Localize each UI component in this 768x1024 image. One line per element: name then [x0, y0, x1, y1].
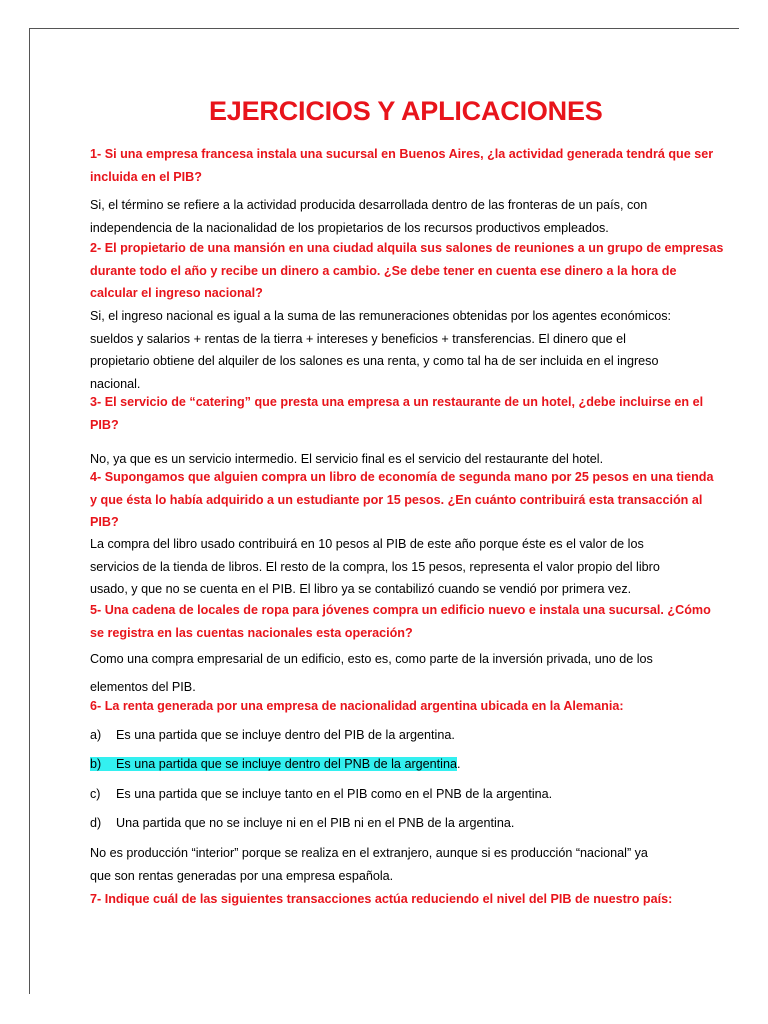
answer-2-line: nacional.: [90, 376, 141, 391]
question-4-line: 4- Supongamos que alguien compra un libro de economía de segunda mano por 25 pesos en una tienda: [90, 470, 714, 484]
page-border-left: [29, 28, 30, 994]
question-5-line: se registra en las cuentas nacionales esta operación?: [90, 625, 413, 640]
answer-6-line: No es producción “interior” porque se realiza en el extranjero, aunque si es producción “nacional” ya: [90, 846, 648, 860]
question-3-line: 3- El servicio de “catering” que presta una empresa a un restaurante de un hotel, ¿debe incluirse en el: [90, 395, 704, 409]
question-7: 7- Indique cuál de las siguientes transacciones actúa reduciendo el nivel del PIB de nuestro país:: [90, 892, 673, 906]
answer-1-line: Si, el término se refiere a la actividad producida desarrollada dentro de las fronteras de un país, con: [90, 198, 648, 212]
option-b: [90, 753, 460, 776]
page-title: EJERCICIOS Y APLICACIONES: [209, 96, 603, 126]
question-4: [90, 466, 714, 534]
highlighted-option: [90, 757, 457, 771]
question-2-line: 2- El propietario de una mansión en una ciudad alquila sus salones de reuniones a un grupo de empresas: [90, 241, 724, 255]
question-4-line: PIB?: [90, 515, 119, 529]
answer-5: [90, 648, 653, 671]
option-a: [90, 724, 455, 747]
answer-1: [90, 194, 647, 239]
question-2: [90, 237, 723, 305]
answer-1-line: independencia de la nacionalidad de los propietarios de los recursos productivos empleados.: [90, 220, 609, 235]
answer-4: [90, 533, 660, 601]
option-letter: d): [90, 816, 102, 830]
option-letter: a): [90, 728, 102, 742]
question-5-line: 5- Una cadena de locales de ropa para jóvenes compra un edificio nuevo e instala una sucursal. ¿Cómo: [90, 603, 711, 617]
question-1-line: incluida en el PIB?: [90, 169, 202, 184]
answer-2-line: Si, el ingreso nacional es igual a la suma de las remuneraciones obtenidas por los agentes económicos:: [90, 309, 672, 323]
option-letter: c): [90, 787, 101, 801]
question-2-line: durante todo el año y recibe un dinero a cambio. ¿Se debe tener en cuenta ese dinero a la hora de: [90, 263, 677, 278]
question-3-line: PIB?: [90, 417, 119, 432]
option-text: Es una partida que se incluye dentro del PIB de la argentina.: [116, 728, 455, 742]
option-text: Una partida que no se incluye ni en el PIB ni en el PNB de la argentina.: [116, 816, 515, 830]
option-d: [90, 812, 514, 835]
option-suffix: .: [456, 757, 461, 771]
answer-6-line: que son rentas generadas por una empresa española.: [90, 868, 394, 883]
option-c: [90, 783, 552, 806]
answer-5-line: elementos del PIB.: [90, 680, 196, 694]
page-border-top: [29, 28, 739, 29]
answer-2-line: sueldos y salarios + rentas de la tierra + intereses y beneficios + transferencias. El dinero que el: [90, 331, 626, 346]
answer-4-line: servicios de la tienda de libros. El resto de la compra, los 15 pesos, representa el valor propio del libro: [90, 559, 660, 574]
question-6: 6- La renta generada por una empresa de nacionalidad argentina ubicada en la Alemania:: [90, 699, 624, 713]
answer-2-line: propietario obtiene del alquiler de los salones es una renta, y como tal ha de ser incluida en el ingreso: [90, 354, 659, 368]
option-text: Es una partida que se incluye tanto en el PIB como en el PNB de la argentina.: [116, 787, 553, 801]
answer-2: [90, 305, 671, 395]
answer-4-line: usado, y que no se cuenta en el PIB. El libro ya se contabilizó cuando se vendió por primera vez.: [90, 582, 632, 596]
question-2-line: calcular el ingreso nacional?: [90, 286, 263, 300]
question-1-line: 1- Si una empresa francesa instala una sucursal en Buenos Aires, ¿la actividad generada tendrá que ser: [90, 147, 714, 161]
question-4-line: y que ésta lo había adquirido a un estudiante por 15 pesos. ¿En cuánto contribuirá esta transacción al: [90, 492, 703, 507]
answer-6: [90, 842, 648, 887]
question-3: [90, 391, 703, 436]
question-1: [90, 143, 713, 188]
option-text: Es una partida que se incluye dentro del PNB de la argentina: [116, 757, 457, 771]
answer-4-line: La compra del libro usado contribuirá en 10 pesos al PIB de este año porque éste es el valor de los: [90, 537, 644, 551]
option-letter: b): [90, 757, 102, 771]
answer-5-line: Como una compra empresarial de un edificio, esto es, como parte de la inversión privada, uno de los: [90, 652, 653, 666]
question-5: [90, 599, 711, 644]
answer-3-line: No, ya que es un servicio intermedio. El servicio final es el servicio del restaurante del hotel.: [90, 452, 604, 466]
